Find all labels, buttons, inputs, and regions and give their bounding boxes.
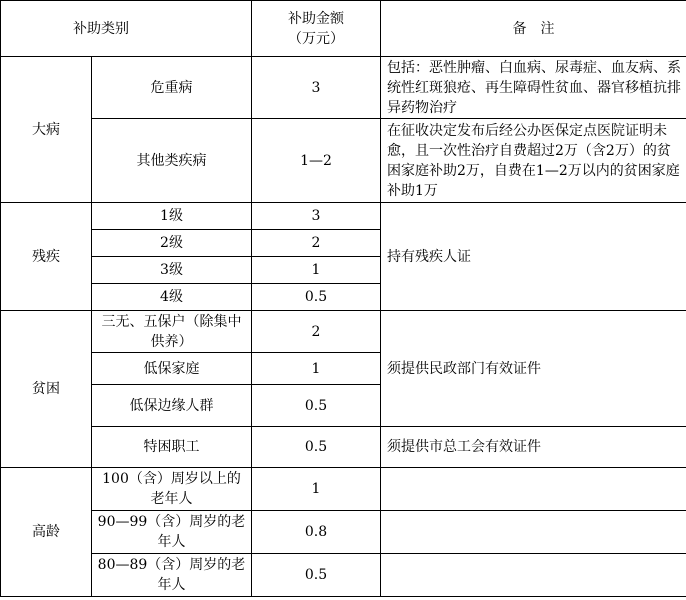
header-category: 补助类别 bbox=[1, 1, 252, 57]
subcategory-cell: 2级 bbox=[92, 230, 252, 257]
amount-cell: 0.5 bbox=[252, 284, 381, 311]
amount-cell: 1 bbox=[252, 257, 381, 284]
table-row bbox=[1, 468, 686, 511]
header-row bbox=[1, 1, 686, 57]
subcategory-cell: 危重病 bbox=[92, 57, 252, 119]
group-elderly-label: 高龄 bbox=[1, 468, 92, 597]
amount-cell: 0.5 bbox=[252, 554, 381, 597]
subcategory-cell: 低保边缘人群 bbox=[92, 385, 252, 427]
table-row bbox=[1, 203, 686, 230]
table-row bbox=[1, 119, 686, 203]
amount-cell: 0.8 bbox=[252, 511, 381, 554]
subcategory-cell: 1级 bbox=[92, 203, 252, 230]
subcategory-cell: 3级 bbox=[92, 257, 252, 284]
amount-cell: 0.5 bbox=[252, 385, 381, 427]
remark-cell: 须提供民政部门有效证件 bbox=[381, 311, 686, 427]
table-row bbox=[1, 511, 686, 554]
subcategory-cell: 特困职工 bbox=[92, 427, 252, 468]
amount-cell: 0.5 bbox=[252, 427, 381, 468]
table-row bbox=[1, 57, 686, 119]
subcategory-cell: 90—99（含）周岁的老年人 bbox=[92, 511, 252, 554]
subcategory-cell: 其他类疾病 bbox=[92, 119, 252, 203]
amount-cell: 3 bbox=[252, 57, 381, 119]
subcategory-cell: 100（含）周岁以上的老年人 bbox=[92, 468, 252, 511]
remark-cell: 包括：恶性肿瘤、白血病、尿毒症、血友病、系统性红斑狼疮、再生障碍性贫血、器官移植抗排异药物治疗 bbox=[381, 57, 686, 119]
table-row bbox=[1, 427, 686, 468]
subcategory-cell: 三无、五保户（除集中供养） bbox=[92, 311, 252, 353]
subcategory-cell: 80—89（含）周岁的老年人 bbox=[92, 554, 252, 597]
amount-cell: 1—2 bbox=[252, 119, 381, 203]
amount-cell: 1 bbox=[252, 353, 381, 385]
header-remarks: 备 注 bbox=[381, 1, 686, 57]
remark-cell-empty bbox=[381, 554, 686, 597]
remark-cell: 须提供市总工会有效证件 bbox=[381, 427, 686, 468]
table-row bbox=[1, 311, 686, 353]
header-amount-line2: （万元） bbox=[288, 30, 344, 47]
subcategory-cell: 4级 bbox=[92, 284, 252, 311]
group-serious-label: 大病 bbox=[1, 57, 92, 203]
remark-cell: 在征收决定发布后经公办医保定点医院证明未愈，且一次性治疗自费超过2万（含2万）的贫困家庭补助2万，自费在1—2万以内的贫困家庭补助1万 bbox=[381, 119, 686, 203]
subcategory-cell: 低保家庭 bbox=[92, 353, 252, 385]
remark-cell: 持有残疾人证 bbox=[381, 203, 686, 311]
remark-cell-empty bbox=[381, 511, 686, 554]
header-amount-line1: 补助金额 bbox=[288, 10, 344, 27]
amount-cell: 1 bbox=[252, 468, 381, 511]
remark-cell-empty bbox=[381, 468, 686, 511]
amount-cell: 2 bbox=[252, 230, 381, 257]
header-amount bbox=[252, 1, 381, 57]
group-disability-label: 残疾 bbox=[1, 203, 92, 311]
amount-cell: 3 bbox=[252, 203, 381, 230]
table-row bbox=[1, 554, 686, 597]
amount-cell: 2 bbox=[252, 311, 381, 353]
group-poverty-label: 贫困 bbox=[1, 311, 92, 468]
